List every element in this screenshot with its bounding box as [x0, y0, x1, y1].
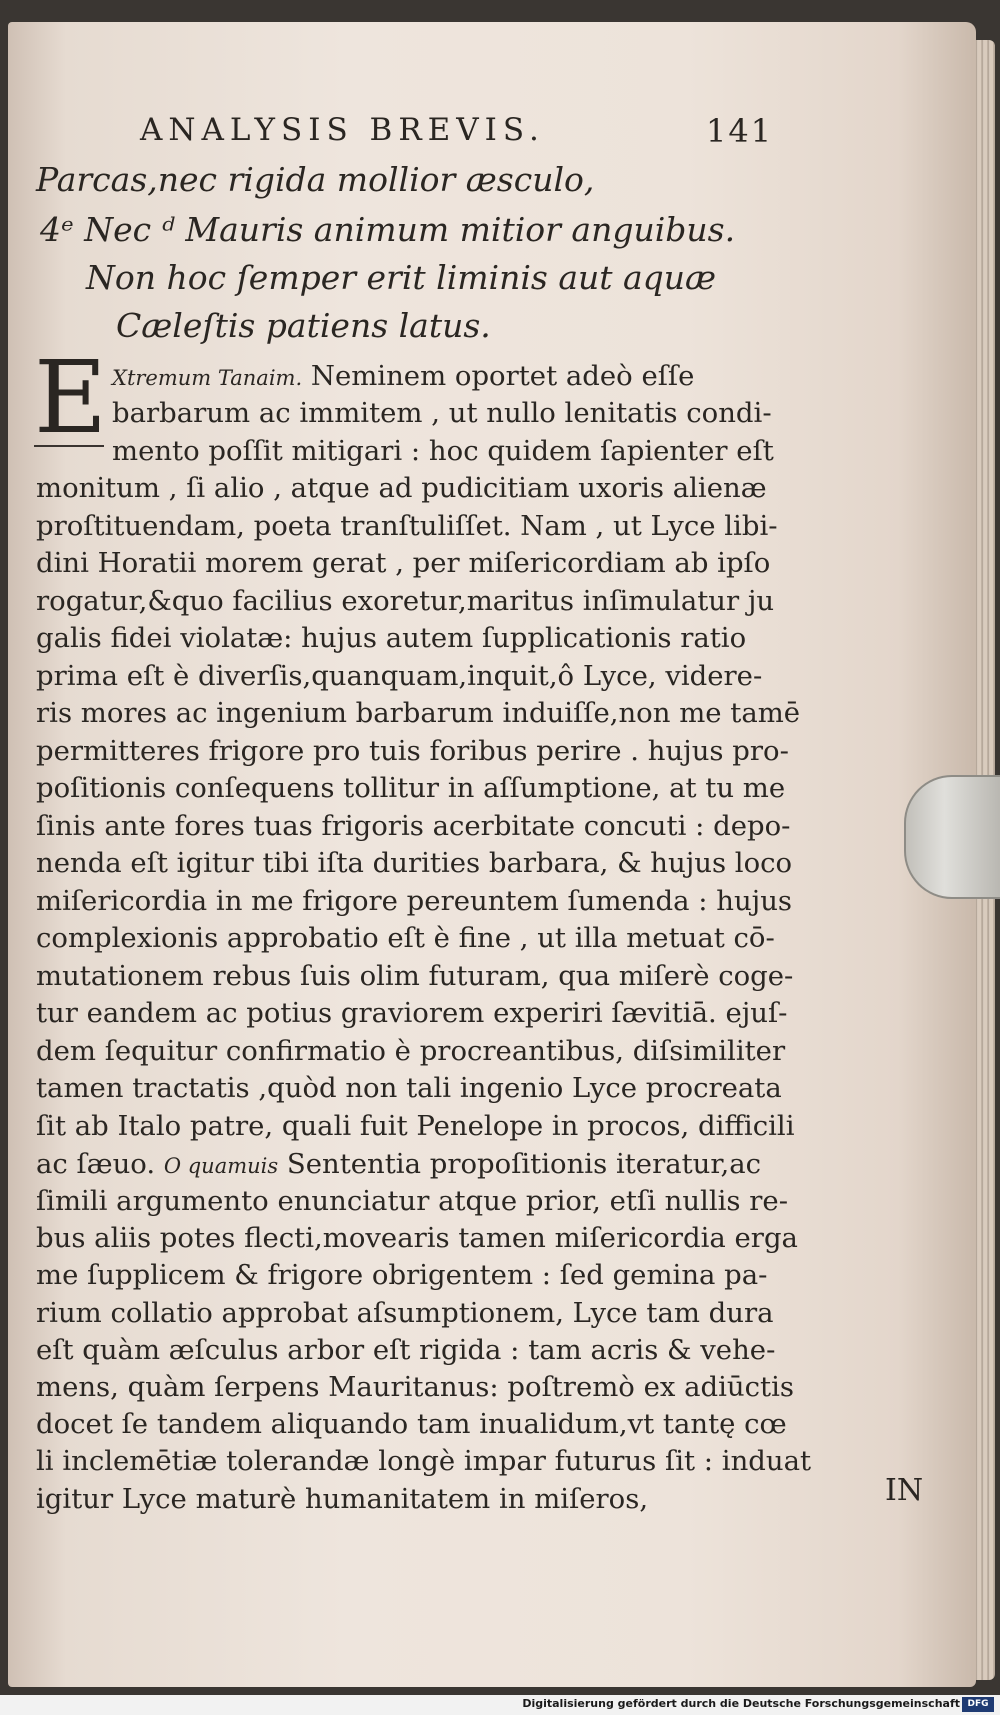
- verse-line-1: Parcas,nec rigida mollior æsculo,: [36, 160, 595, 199]
- body-line-31: igitur Lyce maturè humanitatem in miſeros,: [36, 1482, 649, 1515]
- dfg-logo: DFG: [962, 1697, 994, 1712]
- drop-cap: E: [34, 339, 107, 456]
- body-line-27: eſt quàm æſculus arbor eſt rigida : tam acris & vehe-: [36, 1333, 776, 1366]
- body-line-6: dini Horatii morem gerat , per miſericordiam ab ipſo: [36, 547, 771, 579]
- body-line-25: me ſupplicem & frigore obrigentem : ſed gemina pa-: [36, 1259, 768, 1292]
- body-line-2: barbarum ac immitem , ut nullo lenitatis condi-: [112, 397, 772, 429]
- body-line-20: tamen tractatis ,quòd non tali ingenio Lyce procreata: [36, 1072, 782, 1104]
- body-line-3: mento poſſit mitigari : hoc quidem ſapienter eſt: [112, 434, 774, 467]
- body-line-29: docet ſe tandem aliquando tam inualidum,vt tantę cœ: [36, 1408, 787, 1441]
- body-line-18: tur eandem ac potius graviorem experiri ſævitiā. ejuſ-: [36, 997, 788, 1029]
- body-line-9: prima eſt è diverſis,quanquam,inquit,ô Lyce, videre-: [36, 659, 763, 692]
- body-line-26: rium collatio approbat aſsumptionem, Lyce tam dura: [36, 1296, 774, 1329]
- lemma-2-prefix: ac ſæuo.: [36, 1148, 164, 1180]
- body-line-30: li inclemētiæ tolerandæ longè impar futurus ſit : induat: [36, 1445, 812, 1478]
- body-line-11: permitteres frigore pro tuis foribus perire . hujus pro-: [36, 734, 789, 767]
- body-line-21: ſit ab Italo patre, quali fuit Penelope in procos, difficili: [36, 1109, 795, 1142]
- running-title: ANALYSIS BREVIS.: [140, 112, 545, 148]
- body-line-10: ris mores ac ingenium barbarum induiſſe,non me tamē: [36, 697, 801, 729]
- body-line-1-rest: Neminem oportet adeò eſſe: [302, 360, 695, 392]
- lemma-o-quamuis: O quamuis: [163, 1154, 279, 1178]
- book-clasp: [904, 775, 1000, 899]
- body-line-15: miſericordia in me frigore pereuntem ſumenda : hujus: [36, 884, 793, 917]
- body-line-12: poſitionis conſequens tollitur in aſſumptione, at tu me: [36, 772, 786, 804]
- lemma-2-suffix: Sententia propoſitionis iteratur,ac: [278, 1148, 762, 1180]
- body-line-13: ſinis ante fores tuas frigoris acerbitate concuti : depo-: [36, 809, 791, 842]
- verse-line-2: 4ᵉ Nec ᵈ Mauris animum mitior anguibus.: [40, 210, 736, 249]
- verse-line-4: Cæleſtis patiens latus.: [116, 306, 491, 345]
- body-line-5: proſtituendam, poeta tranſtuliſſet. Nam , ut Lyce libi-: [36, 509, 778, 542]
- funding-credit: Digitalisierung gefördert durch die Deutsche Forschungsgemeinschaft: [522, 1697, 960, 1710]
- body-line-7: rogatur,&quo facilius exoretur,maritus inſimulatur ju: [36, 584, 775, 617]
- catchword: IN: [885, 1473, 924, 1508]
- page-number: 141: [706, 112, 774, 150]
- verse-line-3: Non hoc ſemper erit liminis aut aquæ: [86, 258, 717, 297]
- body-line-23: ſimili argumento enunciatur atque prior, etſi nullis re-: [36, 1185, 788, 1217]
- body-line-14: nenda eſt igitur tibi iſta durities barbara, & hujus loco: [36, 847, 793, 879]
- lemma-extremum: Xtremum Tanaim.: [112, 366, 303, 390]
- body-line-16: complexionis approbatio eſt è fine , ut illa metuat cō-: [36, 922, 775, 954]
- body-line-1: [112, 360, 694, 392]
- body-line-24: bus aliis potes flecti,movearis tamen miſericordia erga: [36, 1222, 798, 1255]
- body-line-lemma-2: [36, 1148, 761, 1180]
- body-line-4: monitum , ſi alio , atque ad pudicitiam uxoris alienæ: [36, 472, 767, 504]
- body-line-17: mutationem rebus ſuis olim futuram, qua miſerè coge-: [36, 959, 794, 992]
- body-line-28: mens, quàm ſerpens Mauritanus: poſtremò ex adiūctis: [36, 1371, 794, 1403]
- body-line-19: dem ſequitur confirmatio è procreantibus, diſsimiliter: [36, 1034, 786, 1067]
- body-line-8: galis fidei violatæ: hujus autem ſupplicationis ratio: [36, 622, 747, 654]
